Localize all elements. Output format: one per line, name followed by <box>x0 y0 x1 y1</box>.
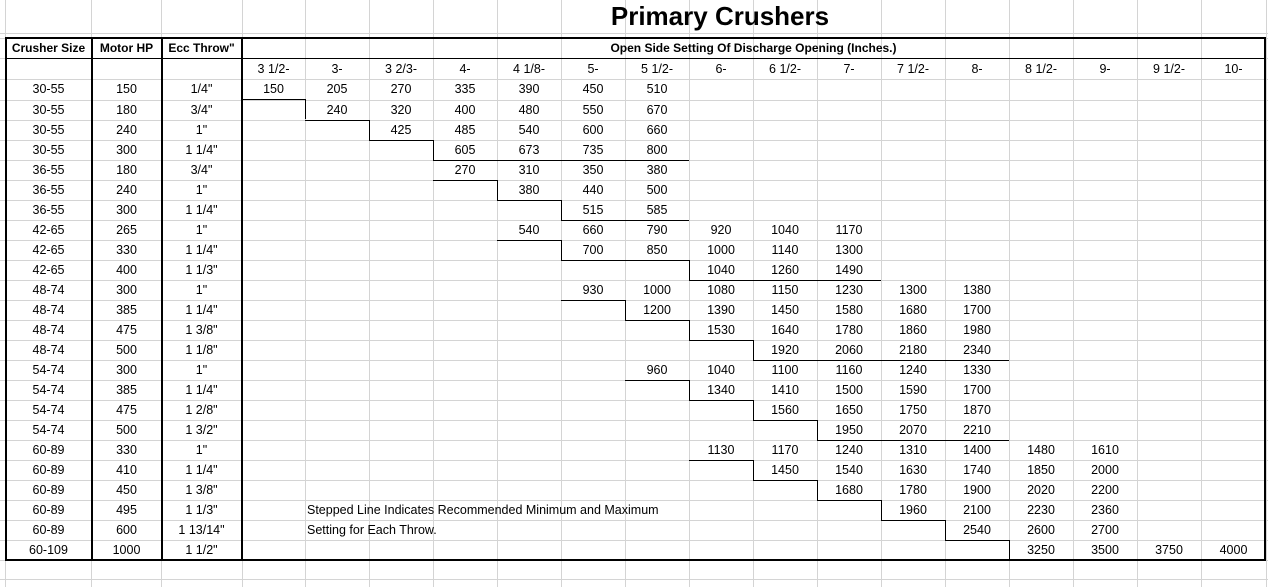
cell-ecc-throw[interactable]: 1 1/4" <box>185 203 218 217</box>
cell-crusher-size[interactable]: 36-55 <box>32 203 65 217</box>
cell-motor-hp[interactable]: 495 <box>116 503 137 517</box>
cell-ecc-throw[interactable]: 3/4" <box>190 103 213 117</box>
cell-capacity-value[interactable]: 550 <box>582 103 604 117</box>
cell-motor-hp[interactable]: 385 <box>116 383 137 397</box>
table-border <box>561 260 689 261</box>
cell-capacity-value[interactable]: 673 <box>518 143 540 157</box>
cell-ecc-throw[interactable]: 1 1/3" <box>185 503 218 517</box>
cell-capacity-value[interactable]: 1040 <box>771 223 799 237</box>
cell-capacity-value[interactable]: 1330 <box>963 363 991 377</box>
cell-motor-hp[interactable]: 330 <box>116 443 137 457</box>
cell-motor-hp[interactable]: 330 <box>116 243 137 257</box>
cell-capacity-value[interactable]: 585 <box>646 203 668 217</box>
cell-ecc-throw[interactable]: 1" <box>195 123 208 137</box>
table-border <box>817 500 881 501</box>
cell-capacity-value[interactable]: 1980 <box>963 323 991 337</box>
cell-crusher-size[interactable]: 48-74 <box>32 323 65 337</box>
grid-column-line <box>1137 0 1138 587</box>
table-border <box>433 180 497 181</box>
cell-capacity-value[interactable]: 485 <box>454 123 476 137</box>
cell-capacity-value[interactable]: 2540 <box>963 523 991 537</box>
grid-row-line <box>0 579 1268 580</box>
cell-capacity-value[interactable]: 450 <box>582 82 604 96</box>
cell-motor-hp[interactable]: 500 <box>116 343 137 357</box>
table-border <box>1264 37 1266 561</box>
setting-column-header[interactable]: 3 2/3- <box>385 62 417 76</box>
header-motor-hp[interactable]: Motor HP <box>99 40 154 55</box>
cell-capacity-value[interactable]: 1380 <box>963 283 991 297</box>
cell-capacity-value[interactable]: 1170 <box>835 223 863 237</box>
table-border <box>369 120 370 140</box>
header-crusher-size[interactable]: Crusher Size <box>11 40 86 55</box>
cell-crusher-size[interactable]: 48-74 <box>32 303 65 317</box>
cell-capacity-value[interactable]: 380 <box>646 163 668 177</box>
cell-capacity-value[interactable]: 1740 <box>963 463 991 477</box>
cell-capacity-value[interactable]: 1630 <box>899 463 927 477</box>
cell-capacity-value[interactable]: 1530 <box>707 323 735 337</box>
setting-column-header[interactable]: 5- <box>587 62 599 76</box>
setting-column-header[interactable]: 3 1/2- <box>257 62 290 76</box>
cell-capacity-value[interactable]: 660 <box>582 223 604 237</box>
setting-column-header[interactable]: 7 1/2- <box>897 62 929 76</box>
cell-capacity-value[interactable]: 3750 <box>1155 543 1183 557</box>
cell-ecc-throw[interactable]: 1 1/2" <box>185 543 218 557</box>
cell-capacity-value[interactable]: 1920 <box>771 343 799 357</box>
cell-capacity-value[interactable]: 1560 <box>771 403 799 417</box>
table-border <box>689 320 690 340</box>
cell-ecc-throw[interactable]: 1" <box>195 223 208 237</box>
table-border <box>497 200 561 201</box>
cell-capacity-value[interactable]: 1450 <box>771 303 799 317</box>
cell-capacity-value[interactable]: 1080 <box>707 283 735 297</box>
cell-capacity-value[interactable]: 1310 <box>899 443 927 457</box>
cell-ecc-throw[interactable]: 1 1/4" <box>185 303 218 317</box>
cell-capacity-value[interactable]: 1300 <box>899 283 927 297</box>
cell-motor-hp[interactable]: 600 <box>116 523 137 537</box>
cell-capacity-value[interactable]: 670 <box>646 103 668 117</box>
cell-crusher-size[interactable]: 30-55 <box>32 103 65 117</box>
cell-capacity-value[interactable]: 2000 <box>1091 463 1119 477</box>
cell-ecc-throw[interactable]: 1" <box>195 183 208 197</box>
cell-capacity-value[interactable]: 440 <box>582 183 604 197</box>
cell-motor-hp[interactable]: 180 <box>116 103 137 117</box>
cell-capacity-value[interactable]: 1500 <box>835 383 863 397</box>
grid-column-line <box>1201 0 1202 587</box>
table-border <box>561 220 689 221</box>
cell-capacity-value[interactable]: 2600 <box>1027 523 1055 537</box>
cell-ecc-throw[interactable]: 1" <box>195 283 208 297</box>
note-line-2: Setting for Each Throw. <box>307 523 437 537</box>
cell-capacity-value[interactable]: 480 <box>518 103 540 117</box>
cell-motor-hp[interactable]: 300 <box>116 203 137 217</box>
cell-capacity-value[interactable]: 1590 <box>899 383 927 397</box>
header-open-side-setting[interactable]: Open Side Setting Of Discharge Opening (Inches.) <box>610 40 897 55</box>
cell-capacity-value[interactable]: 1240 <box>899 363 927 377</box>
cell-capacity-value[interactable]: 3500 <box>1091 543 1119 557</box>
page-title: Primary Crushers <box>610 1 830 31</box>
cell-capacity-value[interactable]: 350 <box>582 163 604 177</box>
table-border <box>945 520 946 540</box>
cell-capacity-value[interactable]: 1850 <box>1027 463 1055 477</box>
setting-column-header[interactable]: 8- <box>971 62 983 76</box>
table-border <box>881 500 882 520</box>
cell-crusher-size[interactable]: 48-74 <box>32 283 65 297</box>
cell-ecc-throw[interactable]: 1 1/4" <box>185 143 218 157</box>
table-border <box>561 200 562 220</box>
table-border <box>305 120 369 121</box>
setting-column-header[interactable]: 6- <box>715 62 727 76</box>
cell-capacity-value[interactable]: 1450 <box>771 463 799 477</box>
setting-column-header[interactable]: 9- <box>1099 62 1111 76</box>
cell-capacity-value[interactable]: 1400 <box>963 443 991 457</box>
table-border <box>561 300 625 301</box>
table-border <box>242 99 305 100</box>
cell-ecc-throw[interactable]: 1 1/4" <box>185 383 218 397</box>
setting-column-header[interactable]: 6 1/2- <box>769 62 801 76</box>
table-border <box>433 140 434 160</box>
cell-capacity-value[interactable]: 1000 <box>643 283 671 297</box>
header-ecc-throw[interactable]: Ecc Throw" <box>168 40 235 55</box>
cell-capacity-value[interactable]: 320 <box>390 103 412 117</box>
cell-motor-hp[interactable]: 450 <box>116 483 137 497</box>
cell-capacity-value[interactable]: 2100 <box>963 503 991 517</box>
table-border <box>1009 560 1266 561</box>
cell-capacity-value[interactable]: 1680 <box>835 483 863 497</box>
cell-capacity-value[interactable]: 1700 <box>963 383 991 397</box>
cell-motor-hp[interactable]: 1000 <box>112 543 141 557</box>
cell-capacity-value[interactable]: 390 <box>518 82 540 96</box>
cell-crusher-size[interactable]: 42-65 <box>32 223 65 237</box>
cell-capacity-value[interactable]: 1780 <box>899 483 927 497</box>
cell-capacity-value[interactable]: 1040 <box>707 363 735 377</box>
cell-capacity-value[interactable]: 1260 <box>771 263 799 277</box>
table-border <box>753 480 817 481</box>
cell-motor-hp[interactable]: 240 <box>116 123 137 137</box>
cell-capacity-value[interactable]: 1650 <box>835 403 863 417</box>
cell-crusher-size[interactable]: 54-74 <box>32 423 65 437</box>
cell-capacity-value[interactable]: 500 <box>646 183 668 197</box>
table-border <box>625 300 626 320</box>
table-border <box>241 37 243 561</box>
table-border <box>689 260 690 280</box>
table-border <box>689 400 753 401</box>
cell-crusher-size[interactable]: 36-55 <box>32 183 65 197</box>
cell-crusher-size[interactable]: 60-89 <box>32 523 65 537</box>
cell-capacity-value[interactable]: 1390 <box>707 303 735 317</box>
cell-capacity-value[interactable]: 1140 <box>771 243 799 257</box>
cell-capacity-value[interactable]: 3250 <box>1027 543 1055 557</box>
cell-capacity-value[interactable]: 1410 <box>771 383 799 397</box>
table-border <box>689 460 753 461</box>
cell-capacity-value[interactable]: 2020 <box>1027 483 1055 497</box>
cell-capacity-value[interactable]: 850 <box>646 243 668 257</box>
cell-motor-hp[interactable]: 300 <box>116 363 137 377</box>
cell-crusher-size[interactable]: 60-89 <box>32 463 65 477</box>
cell-capacity-value[interactable]: 1300 <box>835 243 863 257</box>
cell-capacity-value[interactable]: 540 <box>518 223 540 237</box>
cell-capacity-value[interactable]: 1960 <box>899 503 927 517</box>
cell-crusher-size[interactable]: 30-55 <box>32 123 65 137</box>
note-line-1: Stepped Line Indicates Recommended Minimum and Maximum <box>307 503 659 517</box>
cell-capacity-value[interactable]: 205 <box>326 82 348 96</box>
cell-capacity-value[interactable]: 1490 <box>835 263 863 277</box>
cell-capacity-value[interactable]: 1200 <box>643 303 671 317</box>
cell-capacity-value[interactable]: 1870 <box>963 403 991 417</box>
setting-column-header[interactable]: 10- <box>1224 62 1243 76</box>
cell-crusher-size[interactable]: 42-65 <box>32 243 65 257</box>
setting-column-header[interactable]: 4- <box>459 62 471 76</box>
cell-capacity-value[interactable]: 920 <box>710 223 732 237</box>
cell-capacity-value[interactable]: 380 <box>518 183 540 197</box>
cell-capacity-value[interactable]: 1900 <box>963 483 991 497</box>
cell-capacity-value[interactable]: 1610 <box>1091 443 1119 457</box>
table-border <box>625 380 689 381</box>
cell-crusher-size[interactable]: 60-89 <box>32 483 65 497</box>
setting-column-header[interactable]: 8 1/2- <box>1025 62 1057 76</box>
table-border <box>817 480 818 500</box>
cell-capacity-value[interactable]: 2210 <box>963 423 991 437</box>
cell-capacity-value[interactable]: 2060 <box>835 343 863 357</box>
cell-crusher-size[interactable]: 54-74 <box>32 383 65 397</box>
cell-crusher-size[interactable]: 48-74 <box>32 343 65 357</box>
cell-capacity-value[interactable]: 1540 <box>835 463 863 477</box>
table-border <box>753 460 754 480</box>
cell-capacity-value[interactable]: 1150 <box>771 283 799 297</box>
table-border <box>1009 540 1010 560</box>
cell-motor-hp[interactable]: 265 <box>116 223 137 237</box>
table-border <box>497 240 561 241</box>
cell-capacity-value[interactable]: 600 <box>582 123 604 137</box>
cell-motor-hp[interactable]: 240 <box>116 183 137 197</box>
cell-capacity-value[interactable]: 1860 <box>899 323 927 337</box>
cell-capacity-value[interactable]: 510 <box>646 82 668 96</box>
cell-motor-hp[interactable]: 475 <box>116 403 137 417</box>
cell-capacity-value[interactable]: 1240 <box>835 443 863 457</box>
cell-capacity-value[interactable]: 4000 <box>1219 543 1248 557</box>
cell-capacity-value[interactable]: 930 <box>582 283 604 297</box>
cell-motor-hp[interactable]: 300 <box>116 143 137 157</box>
cell-ecc-throw[interactable]: 1 1/8" <box>185 343 218 357</box>
cell-motor-hp[interactable]: 385 <box>116 303 137 317</box>
table-border <box>689 380 690 400</box>
cell-capacity-value[interactable]: 960 <box>646 363 668 377</box>
cell-capacity-value[interactable]: 1230 <box>835 283 863 297</box>
cell-ecc-throw[interactable]: 3/4" <box>190 163 213 177</box>
cell-capacity-value[interactable]: 2230 <box>1027 503 1055 517</box>
cell-capacity-value[interactable]: 150 <box>263 82 284 96</box>
cell-motor-hp[interactable]: 475 <box>116 323 137 337</box>
setting-column-header[interactable]: 4 1/8- <box>513 62 545 76</box>
cell-crusher-size[interactable]: 60-89 <box>32 503 65 517</box>
cell-capacity-value[interactable]: 1780 <box>835 323 863 337</box>
grid-column-line <box>1266 0 1267 587</box>
cell-capacity-value[interactable]: 1130 <box>707 443 735 457</box>
cell-motor-hp[interactable]: 400 <box>116 263 137 277</box>
table-border <box>753 420 817 421</box>
cell-ecc-throw[interactable]: 1 13/14" <box>178 523 225 537</box>
table-border <box>817 420 818 440</box>
cell-motor-hp[interactable]: 150 <box>116 82 137 96</box>
cell-motor-hp[interactable]: 500 <box>116 423 137 437</box>
cell-capacity-value[interactable]: 1170 <box>771 443 799 457</box>
cell-crusher-size[interactable]: 60-109 <box>29 543 68 557</box>
cell-ecc-throw[interactable]: 1" <box>195 363 208 377</box>
cell-capacity-value[interactable]: 515 <box>582 203 604 217</box>
cell-capacity-value[interactable]: 335 <box>454 82 476 96</box>
cell-crusher-size[interactable]: 30-55 <box>32 143 65 157</box>
cell-motor-hp[interactable]: 300 <box>116 283 137 297</box>
table-border <box>689 280 881 281</box>
cell-ecc-throw[interactable]: 1 1/4" <box>185 243 218 257</box>
cell-capacity-value[interactable]: 660 <box>646 123 668 137</box>
cell-capacity-value[interactable]: 1680 <box>899 303 927 317</box>
table-border <box>305 99 306 119</box>
grid-row-line <box>0 33 1268 34</box>
cell-crusher-size[interactable]: 60-89 <box>32 443 65 457</box>
cell-ecc-throw[interactable]: 1 1/3" <box>185 263 218 277</box>
setting-column-header[interactable]: 9 1/2- <box>1153 62 1185 76</box>
cell-ecc-throw[interactable]: 1 3/8" <box>185 483 218 497</box>
cell-capacity-value[interactable]: 800 <box>646 143 668 157</box>
table-border <box>881 520 945 521</box>
cell-capacity-value[interactable]: 1950 <box>835 423 863 437</box>
table-border <box>753 360 1009 361</box>
cell-ecc-throw[interactable]: 1" <box>195 443 208 457</box>
cell-capacity-value[interactable]: 240 <box>326 103 348 117</box>
table-border <box>433 160 689 161</box>
cell-capacity-value[interactable]: 1000 <box>707 243 735 257</box>
cell-capacity-value[interactable]: 2700 <box>1091 523 1119 537</box>
cell-capacity-value[interactable]: 2200 <box>1091 483 1119 497</box>
cell-capacity-value[interactable]: 425 <box>390 123 412 137</box>
cell-ecc-throw[interactable]: 1 3/2" <box>185 423 218 437</box>
cell-capacity-value[interactable]: 605 <box>454 143 476 157</box>
cell-capacity-value[interactable]: 1640 <box>771 323 799 337</box>
cell-crusher-size[interactable]: 36-55 <box>32 163 65 177</box>
cell-capacity-value[interactable]: 400 <box>454 103 476 117</box>
cell-capacity-value[interactable]: 270 <box>454 163 476 177</box>
cell-capacity-value[interactable]: 1580 <box>835 303 863 317</box>
table-border <box>561 240 562 260</box>
cell-capacity-value[interactable]: 1160 <box>835 363 863 377</box>
cell-capacity-value[interactable]: 1340 <box>707 383 735 397</box>
setting-column-header[interactable]: 7- <box>843 62 855 76</box>
table-border <box>753 400 754 420</box>
cell-capacity-value[interactable]: 1750 <box>899 403 927 417</box>
table-border <box>689 340 753 341</box>
table-border <box>369 140 433 141</box>
cell-capacity-value[interactable]: 700 <box>582 243 604 257</box>
cell-crusher-size[interactable]: 42-65 <box>32 263 65 277</box>
cell-ecc-throw[interactable]: 1 2/8" <box>185 403 218 417</box>
cell-capacity-value[interactable]: 790 <box>646 223 668 237</box>
cell-capacity-value[interactable]: 1100 <box>771 363 799 377</box>
cell-capacity-value[interactable]: 540 <box>518 123 540 137</box>
cell-capacity-value[interactable]: 2180 <box>899 343 927 357</box>
cell-capacity-value[interactable]: 310 <box>518 163 540 177</box>
cell-motor-hp[interactable]: 410 <box>116 463 137 477</box>
table-border <box>817 440 1009 441</box>
cell-ecc-throw[interactable]: 1 3/8" <box>185 323 218 337</box>
cell-capacity-value[interactable]: 1700 <box>963 303 991 317</box>
cell-capacity-value[interactable]: 2360 <box>1091 503 1119 517</box>
cell-crusher-size[interactable]: 54-74 <box>32 403 65 417</box>
cell-capacity-value[interactable]: 2340 <box>963 343 991 357</box>
table-border <box>753 340 754 360</box>
cell-capacity-value[interactable]: 1480 <box>1027 443 1055 457</box>
table-border <box>497 180 498 200</box>
setting-column-header[interactable]: 3- <box>331 62 343 76</box>
table-border <box>945 540 1009 541</box>
cell-capacity-value[interactable]: 1040 <box>707 263 735 277</box>
cell-motor-hp[interactable]: 180 <box>116 163 137 177</box>
cell-capacity-value[interactable]: 2070 <box>899 423 927 437</box>
table-border <box>625 320 689 321</box>
cell-ecc-throw[interactable]: 1 1/4" <box>185 463 218 477</box>
cell-crusher-size[interactable]: 30-55 <box>32 82 65 96</box>
cell-capacity-value[interactable]: 270 <box>390 82 412 96</box>
cell-ecc-throw[interactable]: 1/4" <box>190 82 213 96</box>
setting-column-header[interactable]: 5 1/2- <box>641 62 673 76</box>
cell-capacity-value[interactable]: 735 <box>582 143 604 157</box>
cell-crusher-size[interactable]: 54-74 <box>32 363 65 377</box>
